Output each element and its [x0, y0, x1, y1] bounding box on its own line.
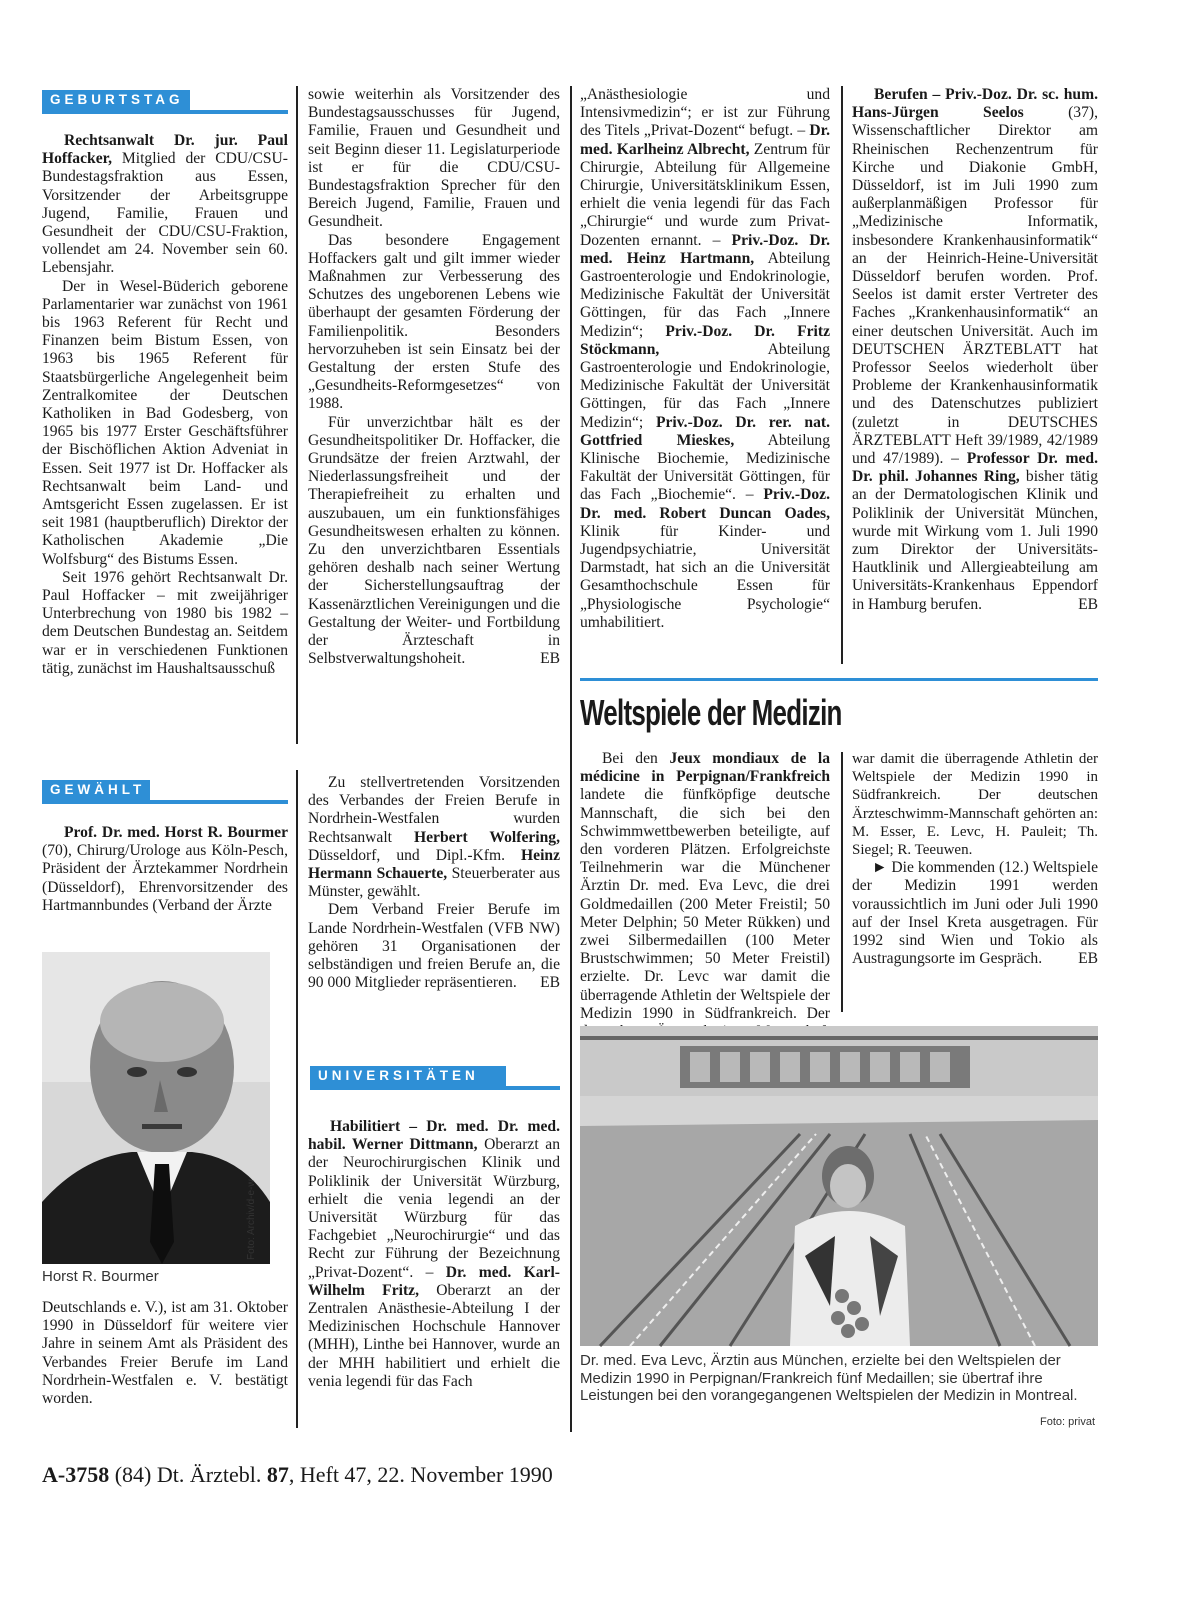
- section-bar-geburtstag: [42, 110, 288, 114]
- paragraph: sowie weiterhin als Vorsitzender des Bundestagsausschusses für Jugend, Familie, Frauen und Gesundheit und seit Beginn dieser 11. Legislaturperiode ist er für die CDU/CSU-Bundestagsfraktion Sprecher für den Bereich Jugend, Familie, Frauen und Gesundheit.: [308, 86, 560, 231]
- volume-number: 87: [266, 1462, 289, 1487]
- column-rule-1: [296, 86, 298, 744]
- weltspiele-column-2-text: [852, 750, 1098, 968]
- signature: EB: [1078, 950, 1098, 968]
- page-number: A-3758: [42, 1462, 110, 1487]
- portrait-illustration: [42, 952, 270, 1264]
- paragraph: Berufen – Priv.-Doz. Dr. sc. hum. Hans-Jürgen Seelos (37), Wissenschaftlicher Direktor am Rheinischen Rechenzentrum für Kirche und Diakonie GmbH, Düsseldorf, ist im Juli 1990 zum außerplanmäßigen Professor für „Medizinische Informatik, insbesondere Krankenhausinformatik“ an der Heinrich-Heine-Universität Düsseldorf berufen worden. Prof. Seelos ist damit erster Vertreter des Faches „Krankenhausinformatik“ an einer deutschen Universität. Auch im DEUTSCHEN ÄRZTEBLATT hat Professor Seelos wiederholt über Probleme der Krankenhausinformatik und des Datenschutzes publiziert (zuletzt in DEUTSCHES ÄRZTEBLATT Heft 39/1989, 42/1989 und 47/1989). – Professor Dr. med. Dr. phil. Johannes Ring, bisher tätig an der Dermatologischen Klinik und Poliklinik der Universität München, wurde mit Wirkung vom 1. Juli 1990 zum Direktor der Universitäts-Hautklinik und Allergieabteilung am Universitäts-Krankenhaus Eppendorf in Hamburg berufen. EB: [852, 86, 1098, 613]
- column-1-bottom: [42, 824, 288, 915]
- column-rule-2: [570, 86, 572, 1432]
- photo-caption: Horst R. Bourmer: [42, 1268, 159, 1285]
- section-heading-universitaeten: UNIVERSITÄTEN: [310, 1066, 506, 1086]
- arrow-marker-icon: ►: [872, 859, 888, 877]
- paragraph: war damit die überragende Athletin der Weltspiele der Medizin 1990 in Südfrankreich. Der deutschen Ärzteschwimm-Mannschaft gehörten an: M. Esser, E. Levc, H. Pauleit; Th. Siegel; R. Teeuwen.: [852, 751, 1098, 859]
- paragraph: Seit 1976 gehört Rechtsanwalt Dr. Paul Hoffacker – mit zweijähriger Unterbrechung von 1980 bis 1982 – dem Deutschen Bundestag an. Seitdem war er in verschiedenen Funktionen tätig, zunächst im Haushaltsausschuß: [42, 568, 288, 677]
- column-4-top: [852, 86, 1098, 614]
- portrait-photo: [42, 952, 270, 1264]
- person-name: Rechtsanwalt Dr. jur. Paul Hoffacker,: [42, 132, 288, 168]
- column-2-universitaeten: [308, 1118, 560, 1391]
- swimmer-photo: [580, 1026, 1098, 1346]
- swimmer-photo-credit: Foto: privat: [1040, 1416, 1096, 1428]
- page-footer: A-3758 (84) Dt. Ärztebl. 87, Heft 47, 22. November 1990: [42, 1462, 553, 1487]
- paragraph: Dem Verband Freier Berufe im Lande Nordrhein-Westfalen (VFB NW) gehören 31 Organisationen der selbständigen und freien Berufe an, die 90 000 Mitglieder repräsentieren. EB: [308, 901, 560, 992]
- weltspiele-column-1: [580, 750, 830, 1022]
- column-2-bottom: [308, 774, 560, 992]
- headline-top-rule: [580, 678, 1098, 681]
- column-2-top: [308, 86, 560, 669]
- column-rule-4: [296, 770, 298, 1428]
- paragraph: Habilitiert – Dr. med. Dr. med. habil. Werner Dittmann, Oberarzt an der Neurochirurgischen Klinik und Poliklinik der Universität Würzburg, erhielt die venia legendi an der Universität Würzburg für das Fachgebiet „Neurochirurgie“ und das Recht zur Führung der Bezeichnung „Privat-Dozent“. – Dr. med. Karl-Wilhelm Fritz, Oberarzt an der Zentralen Anästhesie-Abteilung I der Medizinischen Hochschule Hannover (MHH), Linthe bei Hannover, wurde an der MHH habilitiert und erhielt die venia legendi für das Fach: [308, 1118, 560, 1390]
- section-heading-geburtstag: GEBURTSTAG: [42, 90, 190, 110]
- column-3-top: [580, 86, 830, 632]
- paragraph: Prof. Dr. med. Horst R. Bourmer (70), Chirurg/Urologe aus Köln-Pesch, Präsident der Ärztekammer Nordrhein (Düsseldorf), Ehrenvorsitzender des Hartmannbundes (Verband der Ärzte: [42, 824, 288, 914]
- swimmer-illustration: [580, 1026, 1098, 1346]
- person-name: Prof. Dr. med. Horst R. Bourmer: [64, 824, 288, 841]
- paragraph: Der in Wesel-Büderich geborene Parlamentarier war zunächst von 1961 bis 1963 Referent für Recht und Finanzen beim Bistum Essen, von 1963 bis 1965 Referent für Staatsbürgerliche Angelegenheit beim Zentralkomitee der Deutschen Katholiken in Bad Godesberg, von 1965 bis 1977 Erster Geschäftsführer der Bischöflichen Aktion Adveniat in Essen. Seit 1977 ist Dr. Hoffacker als Rechtsanwalt beim Land- und Amtsgericht Essen zugelassen. Er ist seit 1981 (hauptberuflich) Direktor der Katholischen Akademie „Die Wolfsburg“ des Bistums Essen.: [42, 277, 288, 568]
- paragraph: ► Die kommenden (12.) Weltspiele der Medizin 1991 werden voraussichtlich im Juni oder Juli 1990 auf der Insel Kreta ausgetragen. Für 1992 sind Wien und Tokio als Austragungsorte im Gespräch. EB: [852, 859, 1098, 968]
- section-heading-gewaehlt: GEWÄHLT: [42, 780, 150, 800]
- signature: EB: [540, 974, 560, 992]
- article-headline: Weltspiele der Medizin: [580, 692, 842, 733]
- column-rule-3: [841, 86, 843, 664]
- paragraph: Zu stellvertretenden Vorsitzenden des Verbandes der Freien Berufe in Nordrhein-Westfalen wurden Rechtsanwalt Herbert Wolfering, Düsseldorf, und Dipl.-Kfm. Heinz Hermann Schauerte, Steuerberater aus Münster, gewählt.: [308, 774, 561, 901]
- swimmer-photo-caption: Dr. med. Eva Levc, Ärztin aus München, erzielte bei den Weltspielen der Medizin 1990 in Perpignan/Frankreich fünf Medaillen; sie übertraf ihre Leistungen bei den vorangegangenen Weltspielen der Medizin in Montreal.: [580, 1352, 1078, 1405]
- paragraph: Bei den Jeux mondiaux de la médicine in Perpignan/Frankfreich landete die fünfköpfige deutsche Mannschaft, die sich bei den Schwimmwettbewerben beteiligte, auf den vorderen Plätzen. Erfolgreichste Teilnehmerin war die Münchener Ärztin Dr. med. Eva Levc, die drei Goldmedaillen (200 Meter Freistil; 50 Meter Delphin; 50 Meter Rükken) und zwei Silbermedaillen (100 Meter Brustschwimmen; 50 Meter Freistil) erzielte. Dr. Levc war damit die überragende Athletin der Weltspiele der Medizin 1990 in Südfrankreich. Der: [580, 750, 831, 1022]
- column-1-top: [42, 132, 288, 678]
- weltspiele-column-2: [852, 750, 1098, 1022]
- paragraph: Das besondere Engagement Hoffackers galt und gilt immer wieder Maßnahmen zur Verbesserung des Schutzes des ungeborenen Lebens wie überhaupt der gesamten Förderung der Familienpolitik. Besonders hervorzuheben ist sein Einsatz bei der Gestaltung der ersten Stufe des „Gesundheits-Reformgesetzes“ von 1988.: [308, 231, 560, 413]
- section-bar-universitaeten: [310, 1086, 560, 1090]
- column-1-continuation: [42, 1299, 288, 1408]
- section-bar-gewaehlt: [42, 800, 288, 804]
- column-rule-5: [841, 752, 843, 1012]
- paragraph: „Anästhesiologie und Intensivmedizin“; er ist zur Führung des Titels „Privat-Dozent“ befugt. – Dr. med. Karlheinz Albrecht, Zentrum für Chirurgie, Abteilung für Allgemeine Chirurgie, Universitätsklinikum Essen, erhielt die venia legendi für das Fach „Chirurgie“ und wurde zum Privat-Dozenten ernannt. – Priv.-Doz. Dr. med. Heinz Hartmann, Abteilung Gastroenterologie und Endokrinologie, Medizinische Fakultät der Universität Göttingen, für das Fach „Innere Medizin“; Priv.-Doz. Dr. Fritz Stöckmann, Abteilung Gastroenterologie und Endokrinologie, Medizinische Fakultät der Universität Göttingen, für das Fach „Innere Medizin“; Priv.-Doz. Dr. rer. nat. Gottfried Mieskes, Abteilung Klinische Biochemie, Medizinische Fakultät der Universität Göttingen, für das Fach „Biochemie“. – Priv.-Doz. Dr. med. Robert Duncan Oades, Klinik für Kinder- und Jugendpsychiatrie, Universität Darmstadt, hat sich an die Universität Gesamthochschule Essen für „Physiologische Psychologie“ umhabilitiert.: [580, 86, 830, 631]
- photo-credit: Foto: Archiv/d-e-w: [246, 1179, 257, 1260]
- signature: EB: [540, 650, 560, 668]
- paragraph: Für unverzichtbar hält es der Gesundheitspolitiker Dr. Hoffacker, die Grundsätze der freien Arztwahl, der Niederlassungsfreiheit und der Therapiefreiheit zu erhalten und auszubauen, um ein funktionsfähiges Gesundheitswesen erhalten zu können. Zu den unverzichtbaren Essentials gehören deshalb nach seiner Wertung der Sicherstellungsauftrag der Kassenärztlichen Vereinigungen und die Gestaltung der Weiter- und Fortbildung der Ärzteschaft in Selbstverwaltungshoheit. EB: [308, 413, 560, 668]
- signature: EB: [1078, 595, 1098, 613]
- paragraph: Rechtsanwalt Dr. jur. Paul Hoffacker, Mitglied der CDU/CSU-Bundestagsfraktion aus Essen, Vorsitzender der Arbeitsgruppe Jugend, Familie, Frauen und Gesundheit der CDU/CSU-Fraktion, vollendet am 24. November sein 60. Lebensjahr.: [42, 132, 288, 277]
- paragraph: Deutschlands e. V.), ist am 31. Oktober 1990 in Düsseldorf für weitere vier Jahre in seinem Amt als Präsident des Verbandes Freier Berufe im Land Nordrhein-Westfalen e. V. bestätigt worden.: [42, 1299, 288, 1408]
